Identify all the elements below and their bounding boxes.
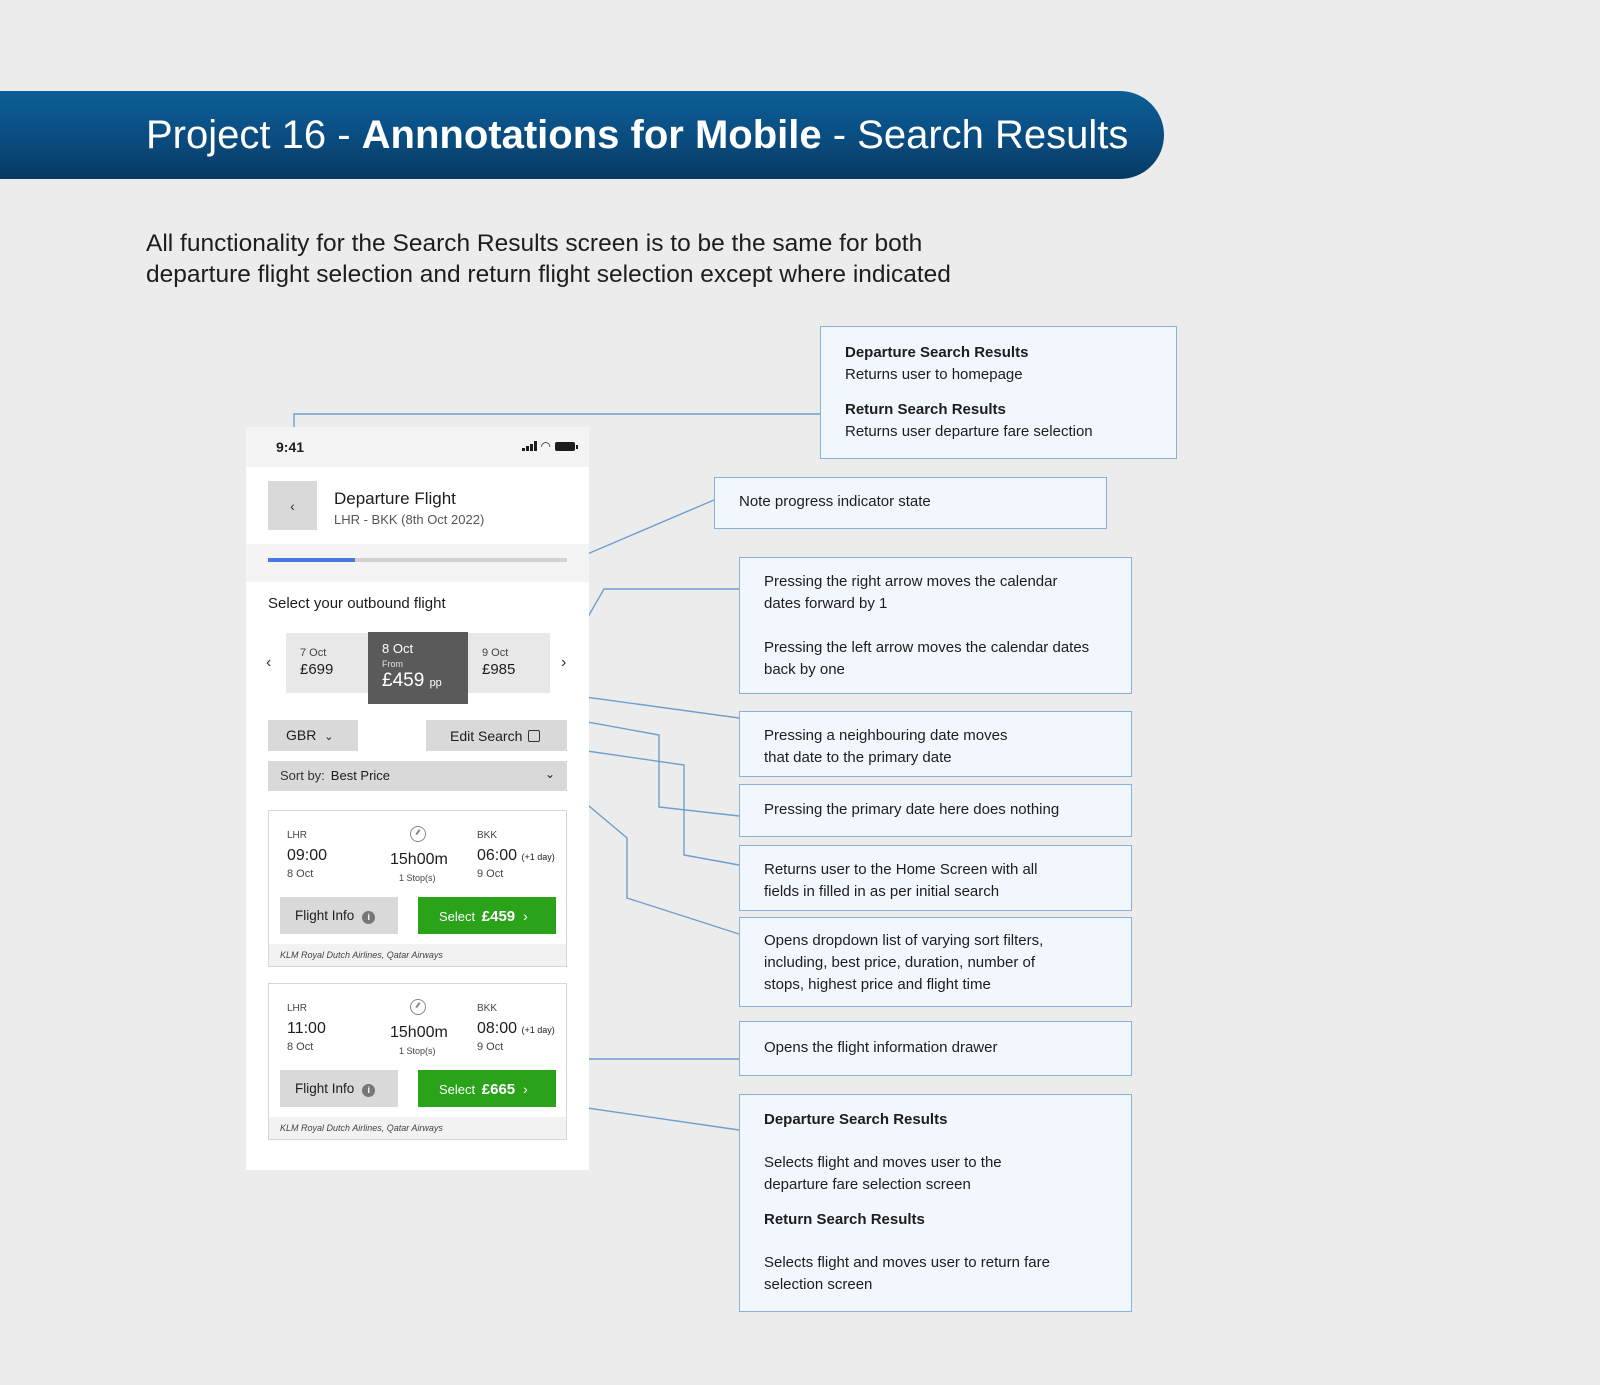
select-price: £459 <box>481 908 516 925</box>
next-date-arrow[interactable]: › <box>561 654 567 671</box>
annotation-flight-info <box>739 1021 1132 1076</box>
phone-mockup <box>246 427 589 1170</box>
annotation-text: departure fare selection screen <box>764 1176 971 1193</box>
date-primary-from: From <box>382 659 403 669</box>
flight-stops: 1 Stop(s) <box>399 1046 436 1056</box>
departure-time: 09:00 <box>287 847 328 864</box>
annotation-text: Returns user departure fare selection <box>845 423 1093 440</box>
connector-arrows <box>566 589 739 655</box>
progress-area <box>246 544 589 582</box>
origin-code: LHR <box>287 830 308 841</box>
annotation-progress <box>714 477 1107 529</box>
flight-duration: 15h00m <box>390 1024 448 1041</box>
status-time: 9:41 <box>276 439 305 455</box>
back-button[interactable]: ‹ <box>268 481 317 530</box>
chevron-down-icon: ⌄ <box>544 767 555 781</box>
annotation-text: Returns user to homepage <box>845 366 1023 383</box>
select-heading: Select your outbound flight <box>268 595 446 612</box>
annotation-sort <box>739 917 1132 1007</box>
flight-info-label: Flight Info <box>295 1081 355 1096</box>
flight-card <box>268 810 567 967</box>
date-primary-price: £459 <box>382 670 425 691</box>
connector-edit <box>566 748 739 865</box>
info-icon: i <box>362 1084 375 1097</box>
sort-value: Best Price <box>330 768 391 783</box>
chevron-right-icon: › <box>523 1081 528 1097</box>
annotation-text: selection screen <box>764 1276 873 1293</box>
arrival-plus-day: (+1 day) <box>521 852 555 862</box>
flight-stops: 1 Stop(s) <box>399 873 436 883</box>
airlines-text: KLM Royal Dutch Airlines, Qatar Airways <box>269 944 566 966</box>
date-card-next[interactable] <box>468 633 550 693</box>
annotation-text: back by one <box>764 661 845 678</box>
annotation-back-button <box>820 326 1177 459</box>
annotation-text: dates forward by 1 <box>764 595 888 612</box>
edit-icon <box>528 730 540 742</box>
date-primary-unit: pp <box>429 677 442 689</box>
date-next-price: £985 <box>482 661 516 678</box>
annotation-heading: Return Search Results <box>764 1211 925 1228</box>
annotation-text: Note progress indicator state <box>739 493 931 510</box>
date-card-prev[interactable] <box>286 633 368 693</box>
header-title: Departure Flight <box>334 489 456 508</box>
arrival-date: 9 Oct <box>477 1041 504 1053</box>
annotation-text: Selects flight and moves user to return fare <box>764 1254 1050 1271</box>
timer-icon <box>410 826 426 842</box>
annotation-primary-date <box>739 784 1132 837</box>
intro-text <box>146 228 951 290</box>
annotation-edit-search <box>739 845 1132 911</box>
page-title: Project 16 - Annnotations for Mobile - Search Results <box>146 113 1129 157</box>
annotation-text: Pressing the primary date here does nothing <box>764 801 1060 818</box>
destination-code: BKK <box>477 1003 498 1014</box>
departure-date: 8 Oct <box>287 868 314 880</box>
annotation-text: Opens dropdown list of varying sort filters, <box>764 932 1044 949</box>
annotation-text: fields in filled in as per initial search <box>764 883 1000 900</box>
chevron-right-icon: › <box>523 908 528 924</box>
annotation-text: Selects flight and moves user to the <box>764 1154 1002 1171</box>
intro-line-2: departure flight selection and return flight selection except where indicated <box>146 261 951 288</box>
annotation-text: Pressing the right arrow moves the calendar <box>764 573 1058 590</box>
date-prev-price: £699 <box>300 661 334 678</box>
select-flight-button[interactable] <box>418 1070 556 1107</box>
country-dropdown[interactable] <box>268 720 358 751</box>
edit-search-button[interactable] <box>426 720 567 751</box>
flight-card <box>268 983 567 1140</box>
arrival-time: 06:00 <box>477 847 518 864</box>
info-icon: i <box>362 911 375 924</box>
date-primary-label: 8 Oct <box>382 641 414 656</box>
annotation-neighbour-date <box>739 711 1132 777</box>
timer-icon <box>410 999 426 1015</box>
arrival-plus-day: (+1 day) <box>521 1025 555 1035</box>
airlines-text: KLM Royal Dutch Airlines, Qatar Airways <box>269 1117 566 1139</box>
title-banner <box>0 91 1164 179</box>
origin-code: LHR <box>287 1003 308 1014</box>
departure-time: 11:00 <box>287 1020 326 1037</box>
sort-label: Sort by: <box>280 768 325 783</box>
arrival-date: 9 Oct <box>477 868 504 880</box>
status-bar <box>246 427 589 467</box>
flight-duration: 15h00m <box>390 851 448 868</box>
arrival-time: 08:00 <box>477 1020 518 1037</box>
annotation-text: that date to the primary date <box>764 749 952 766</box>
destination-code: BKK <box>477 830 498 841</box>
connector-progress <box>578 500 714 558</box>
annotation-text: including, best price, duration, number of <box>764 954 1035 971</box>
select-price: £665 <box>481 1081 516 1098</box>
select-label: Select <box>439 1082 476 1097</box>
annotation-text: Opens the flight information drawer <box>764 1039 998 1056</box>
date-prev-label: 7 Oct <box>300 647 327 659</box>
date-next-label: 9 Oct <box>482 647 509 659</box>
signal-icon <box>522 441 537 451</box>
date-card-primary[interactable] <box>368 632 468 704</box>
departure-date: 8 Oct <box>287 1041 314 1053</box>
edit-search-label: Edit Search <box>450 728 523 744</box>
flight-info-button[interactable] <box>280 1070 398 1107</box>
annotation-text: Pressing the left arrow moves the calendar dates <box>764 639 1090 656</box>
intro-line-1: All functionality for the Search Results screen is to be the same for both <box>146 230 923 257</box>
annotation-heading: Departure Search Results <box>764 1111 948 1128</box>
progress-indicator <box>268 558 567 562</box>
annotation-heading: Departure Search Results <box>845 344 1029 361</box>
flight-info-button[interactable] <box>280 897 398 934</box>
country-label: GBR <box>286 727 317 743</box>
annotation-text: stops, highest price and flight time <box>764 976 991 993</box>
annotation-text: Pressing a neighbouring date moves <box>764 727 1008 744</box>
battery-icon <box>555 442 575 451</box>
annotation-text: Returns user to the Home Screen with all <box>764 861 1038 878</box>
progress-fill <box>268 558 355 562</box>
wifi-icon: ◠ <box>540 439 551 453</box>
sort-dropdown[interactable] <box>268 761 567 791</box>
annotation-select <box>739 1094 1132 1312</box>
annotation-heading: Return Search Results <box>845 401 1006 418</box>
flight-info-label: Flight Info <box>295 908 355 923</box>
select-flight-button[interactable] <box>418 897 556 934</box>
prev-date-arrow[interactable]: ‹ <box>266 654 272 671</box>
select-label: Select <box>439 909 476 924</box>
chevron-down-icon: ⌄ <box>324 731 334 743</box>
annotation-date-arrows <box>739 557 1132 694</box>
header-subtitle: LHR - BKK (8th Oct 2022) <box>334 512 485 527</box>
